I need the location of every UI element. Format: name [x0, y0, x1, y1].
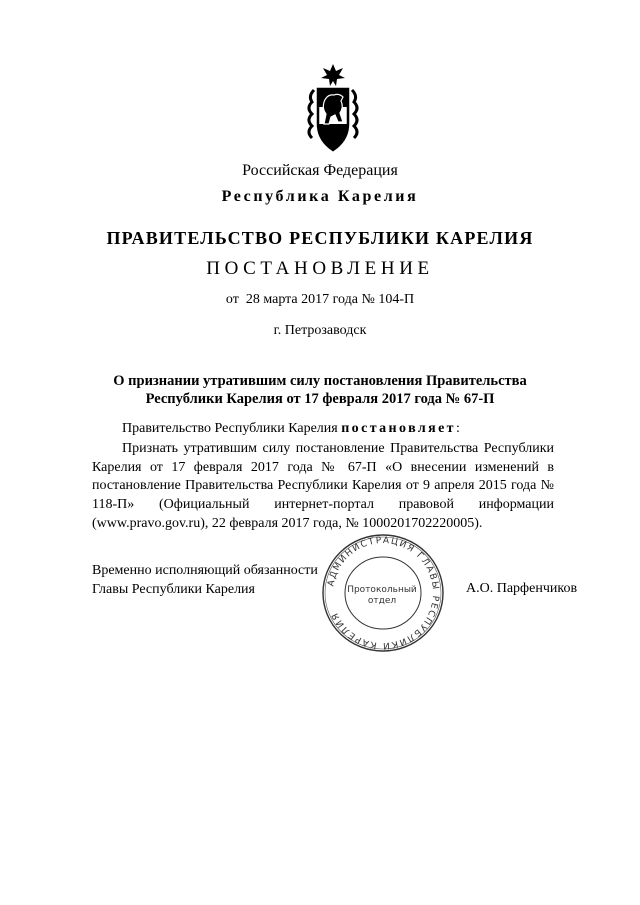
title-line-2: Республики Карелия от 17 февраля 2017 года № 67-П [145, 391, 495, 407]
government-name: ПРАВИТЕЛЬСТВО РЕСПУБЛИКИ КАРЕЛИЯ [106, 228, 534, 248]
preamble-text: Правительство Республики Карелия [122, 421, 342, 436]
resolution-body: Признать утратившим силу постановление Правительства Республики Карелия от 17 февраля 2017 года № 67-П «О внесении изменений в постановление Правительства Республики Карелия от 9 апреля 2015 года № 118-П» (Официальный интернет-портал правовой информации (www.pravo.gov.ru), 22 февраля 2017 года, № 1000201702220005). [92, 441, 554, 531]
signatory-position-line-2: Главы Республики Карелия [92, 581, 255, 597]
country-name: Российская Федерация [242, 162, 398, 179]
preamble-colon: : [455, 421, 460, 436]
signatory-position-line-1: Временно исполняющий обязанности [92, 563, 318, 578]
document-title [80, 372, 560, 408]
karelia-coat-of-arms-icon [300, 62, 366, 154]
document-city: г. Петрозаводск [273, 323, 367, 338]
stamp-center-line-2: отдел [367, 596, 397, 606]
document-type: ПОСТАНОВЛЕНИЕ [206, 258, 434, 279]
preamble [122, 421, 460, 437]
title-line-1: О признании утратившим силу постановления Правительства [113, 373, 527, 389]
document-date-number: от 28 марта 2017 года № 104-П [225, 292, 415, 307]
stamp-center-line-1: Протокольный [347, 585, 417, 595]
republic-name: Республика Карелия [221, 188, 419, 205]
signatory-name: А.О. Парфенчиков [466, 581, 578, 596]
stamp-center [344, 585, 420, 607]
stamp-ring-text: АДМИНИСТРАЦИЯ ГЛАВЫ РЕСПУБЛИКИ КАРЕЛИЯ [326, 535, 441, 651]
preamble-resolves: постановляет [341, 421, 456, 436]
signatory-position [92, 562, 318, 599]
